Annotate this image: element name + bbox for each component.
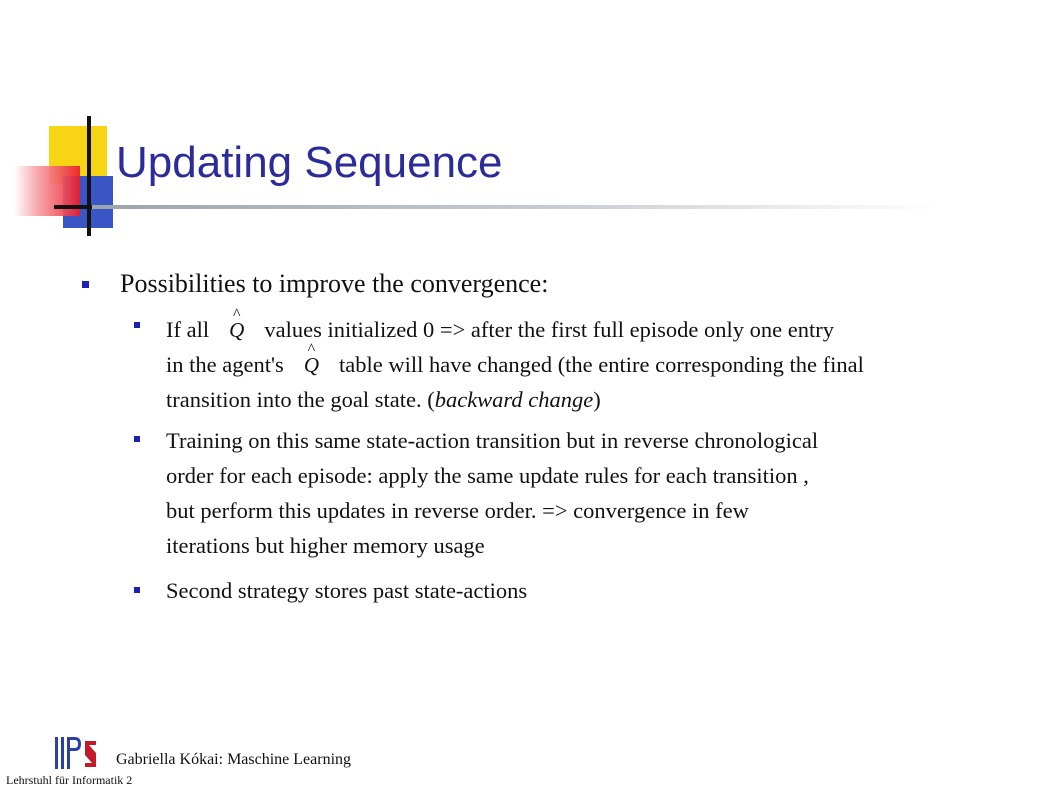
sub-bullet-marker bbox=[134, 322, 140, 328]
sub-bullet-marker bbox=[134, 587, 140, 593]
text-segment: values initialized 0 => after the first full episode only one entry bbox=[264, 317, 834, 342]
footer-author: Gabriella Kókai: Maschine Learning bbox=[116, 751, 352, 768]
hat-glyph: ^ bbox=[232, 306, 241, 323]
footer-chair: Lehrstuhl für Informatik 2 bbox=[6, 773, 133, 787]
text-emphasis: backward change bbox=[434, 387, 594, 412]
title-underline bbox=[92, 205, 942, 209]
q-glyph: Q bbox=[229, 318, 245, 342]
sub-bullet-line bbox=[166, 341, 864, 383]
bullet-marker bbox=[82, 281, 89, 288]
q-hat-symbol bbox=[215, 306, 259, 348]
text-segment: table will have changed (the entire corresponding the final bbox=[339, 352, 864, 377]
hat-glyph: ^ bbox=[307, 341, 316, 358]
text-segment: ) bbox=[593, 387, 601, 412]
sub-bullet-line: but perform this updates in reverse order. => convergence in few bbox=[166, 498, 749, 523]
text-segment: in the agent's bbox=[166, 352, 284, 377]
slide-title: Updating Sequence bbox=[116, 138, 503, 187]
sub-bullet-line: Training on this same state-action transition but in reverse chronological bbox=[166, 428, 819, 453]
sub-bullet-line: iterations but higher memory usage bbox=[166, 533, 485, 558]
bullet-text: Possibilities to improve the convergence: bbox=[120, 269, 549, 298]
q-glyph: Q bbox=[303, 353, 319, 377]
sub-bullet-line: Second strategy stores past state-actions bbox=[166, 578, 528, 603]
decor-vertical-bar bbox=[87, 116, 91, 236]
text-segment: If all bbox=[166, 317, 210, 342]
sub-bullet-marker bbox=[134, 436, 140, 442]
institute-logo-icon bbox=[55, 737, 97, 769]
sub-bullet-line bbox=[166, 306, 834, 348]
sub-bullet-line bbox=[166, 382, 601, 417]
sub-bullet-line: order for each episode: apply the same update rules for each transition , bbox=[166, 463, 809, 488]
q-hat-symbol bbox=[289, 341, 333, 383]
text-segment: transition into the goal state. ( bbox=[166, 387, 435, 412]
